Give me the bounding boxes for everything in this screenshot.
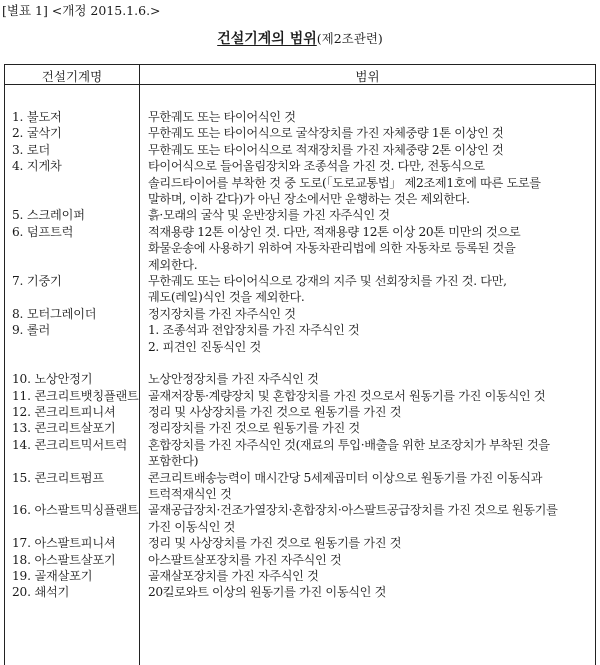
table-row [5,322,595,355]
table-row [5,388,595,404]
scope-cell [140,306,590,322]
equipment-name-cell: 9. 롤러 [12,323,51,338]
scope-line: 1. 조종석과 전압장치를 가진 자주식인 것 [148,323,360,338]
table-row [5,568,595,584]
equipment-name-cell: 6. 덤프트럭 [12,224,74,239]
scope-cell [140,420,590,436]
scope-cell [140,584,590,600]
scope-line: 20킬로와트 이상의 원동기를 가진 이동식인 것 [148,585,387,600]
equipment-name-cell: 8. 모터그레이더 [12,306,97,321]
table-header-row [5,65,595,85]
table-row [5,437,595,470]
scope-line: 정리 및 사상장치를 가진 것으로 원동기를 가진 것 [148,536,402,551]
scope-cell [140,371,590,387]
scope-cell [140,142,590,158]
equipment-name-cell: 1. 불도저 [12,110,62,124]
scope-cell [140,273,590,306]
scope-cell [140,437,590,470]
table-row [5,207,595,223]
scope-cell [140,109,590,125]
scope-cell [140,224,590,273]
table-row [5,306,595,322]
scope-line: 콘크리트배송능력이 매시간당 5세제곱미터 이상으로 원동기를 가진 이동식과 [148,470,543,485]
title-subtitle: (제2조관련) [316,31,383,46]
equipment-name-cell: 16. 아스팔트믹싱플랜트 [12,503,139,518]
table-row [5,158,595,207]
scope-line: 골재저장통·계량장치 및 혼합장치를 가진 것으로서 원동기를 가진 이동식인 것 [148,388,546,403]
header-scope: 범위 [355,69,380,84]
header-equipment-name: 건설기계명 [41,69,103,84]
scope-line: 정리 및 사상장치를 가진 것으로 원동기를 가진 것 [148,404,402,419]
scope-cell [140,388,590,404]
scope-line: 트럭적재식인 것 [148,486,232,501]
scope-line: 무한궤도 또는 타이어식으로 강재의 지주 및 선회장치를 가진 것. 다만, [148,274,507,289]
equipment-name-cell: 2. 굴삭기 [12,126,62,141]
table-row [5,273,595,306]
scope-line: 타이어식으로 들어올림장치와 조종석을 가진 것. 다만, 전동식으로 [148,159,485,174]
scope-line: 흙·모래의 굴삭 및 운반장치를 가진 자주식인 것 [148,208,390,223]
document-title [0,28,600,48]
amendment-header: [별표 1] <개정 2015.1.6.> [2,3,161,18]
scope-line: 포함한다) [148,454,199,469]
scope-line: 솔리드타이어를 부착한 것 중 도로(「도로교통법」 제2조제1호에 따른 도로를 [148,175,541,190]
equipment-name-cell: 18. 아스팔트살포기 [12,552,116,567]
scope-line: 무한궤도 또는 타이어식으로 적재장치를 가진 자체중량 2톤 이상인 것 [148,142,504,157]
equipment-name-cell: 15. 콘크리트펌프 [12,470,104,485]
scope-line: 무한궤도 또는 타이어식으로 굴삭장치를 가진 자체중량 1톤 이상인 것 [148,126,504,141]
scope-line: 정지장치를 가진 자주식인 것 [148,306,296,321]
equipment-name-cell: 5. 스크레이퍼 [12,208,85,223]
equipment-name-cell: 17. 아스팔트피니셔 [12,536,116,551]
scope-line: 골재살포장치를 가진 자주식인 것 [148,568,319,583]
scope-cell [140,502,590,535]
equipment-name-cell: 10. 노상안정기 [12,372,93,387]
table-body [5,109,595,601]
equipment-name-cell: 7. 기중기 [12,274,62,289]
equipment-name-cell: 14. 콘크리트믹서트럭 [12,437,128,452]
scope-line: 적재용량 12톤 이상인 것. 다만, 적재용량 12톤 이상 20톤 미만의 것으로 [148,224,521,239]
table-row [5,404,595,420]
scope-line: 무한궤도 또는 타이어식인 것 [148,110,296,124]
scope-line: 화물운송에 사용하기 위하여 자동차관리법에 의한 자동차로 등록된 것을 [148,241,516,256]
scope-cell [140,322,590,355]
table-row [5,109,595,125]
equipment-name-cell: 19. 골재살포기 [12,568,93,583]
scope-line: 말하며, 이하 같다)가 아닌 장소에서만 운행하는 것은 제외한다. [148,192,470,207]
table-row [5,125,595,141]
equipment-name-cell: 20. 쇄석기 [12,585,70,600]
equipment-name-cell: 12. 콘크리트피니셔 [12,404,116,419]
table-row [5,552,595,568]
scope-line: 골재공급장치·건조가열장치·혼합장치·아스팔트공급장치를 가진 것으로 원동기를 [148,503,558,518]
equipment-name-cell: 11. 콘크리트뱃칭플랜트 [12,388,139,403]
scope-cell [140,125,590,141]
scope-cell [140,535,590,551]
scope-line: 2. 피견인 진동식인 것 [148,339,261,354]
scope-cell [140,404,590,420]
scope-cell [140,552,590,568]
table-row [5,142,595,158]
scope-line: 가진 이동식인 것 [148,519,236,534]
table-row [5,420,595,436]
scope-line: 아스팔트살포장치를 가진 자주식인 것 [148,552,342,567]
table-row [5,371,595,387]
table-row [5,535,595,551]
scope-cell [140,568,590,584]
equipment-scope-table [4,64,596,665]
scope-cell [140,470,590,503]
table-row [5,502,595,535]
table-row [5,584,595,600]
equipment-name-cell: 13. 콘크리트살포기 [12,421,116,436]
title-main: 건설기계의 범위 [217,31,317,47]
equipment-name-cell: 4. 지게차 [12,159,62,174]
scope-line: 혼합장치를 가진 자주식인 것(재료의 투입·배출을 위한 보조장치가 부착된 것을 [148,437,550,452]
equipment-name-cell: 3. 로더 [12,142,51,157]
scope-line: 제외한다. [148,257,198,272]
scope-line: 정리장치를 가진 것으로 원동기를 가진 것 [148,421,360,436]
table-row [5,224,595,273]
table-row [5,470,595,503]
scope-line: 노상안정장치를 가진 자주식인 것 [148,372,319,387]
scope-line: 궤도(레일)식인 것을 제외한다. [148,290,305,305]
scope-cell [140,207,590,223]
scope-cell [140,158,590,207]
